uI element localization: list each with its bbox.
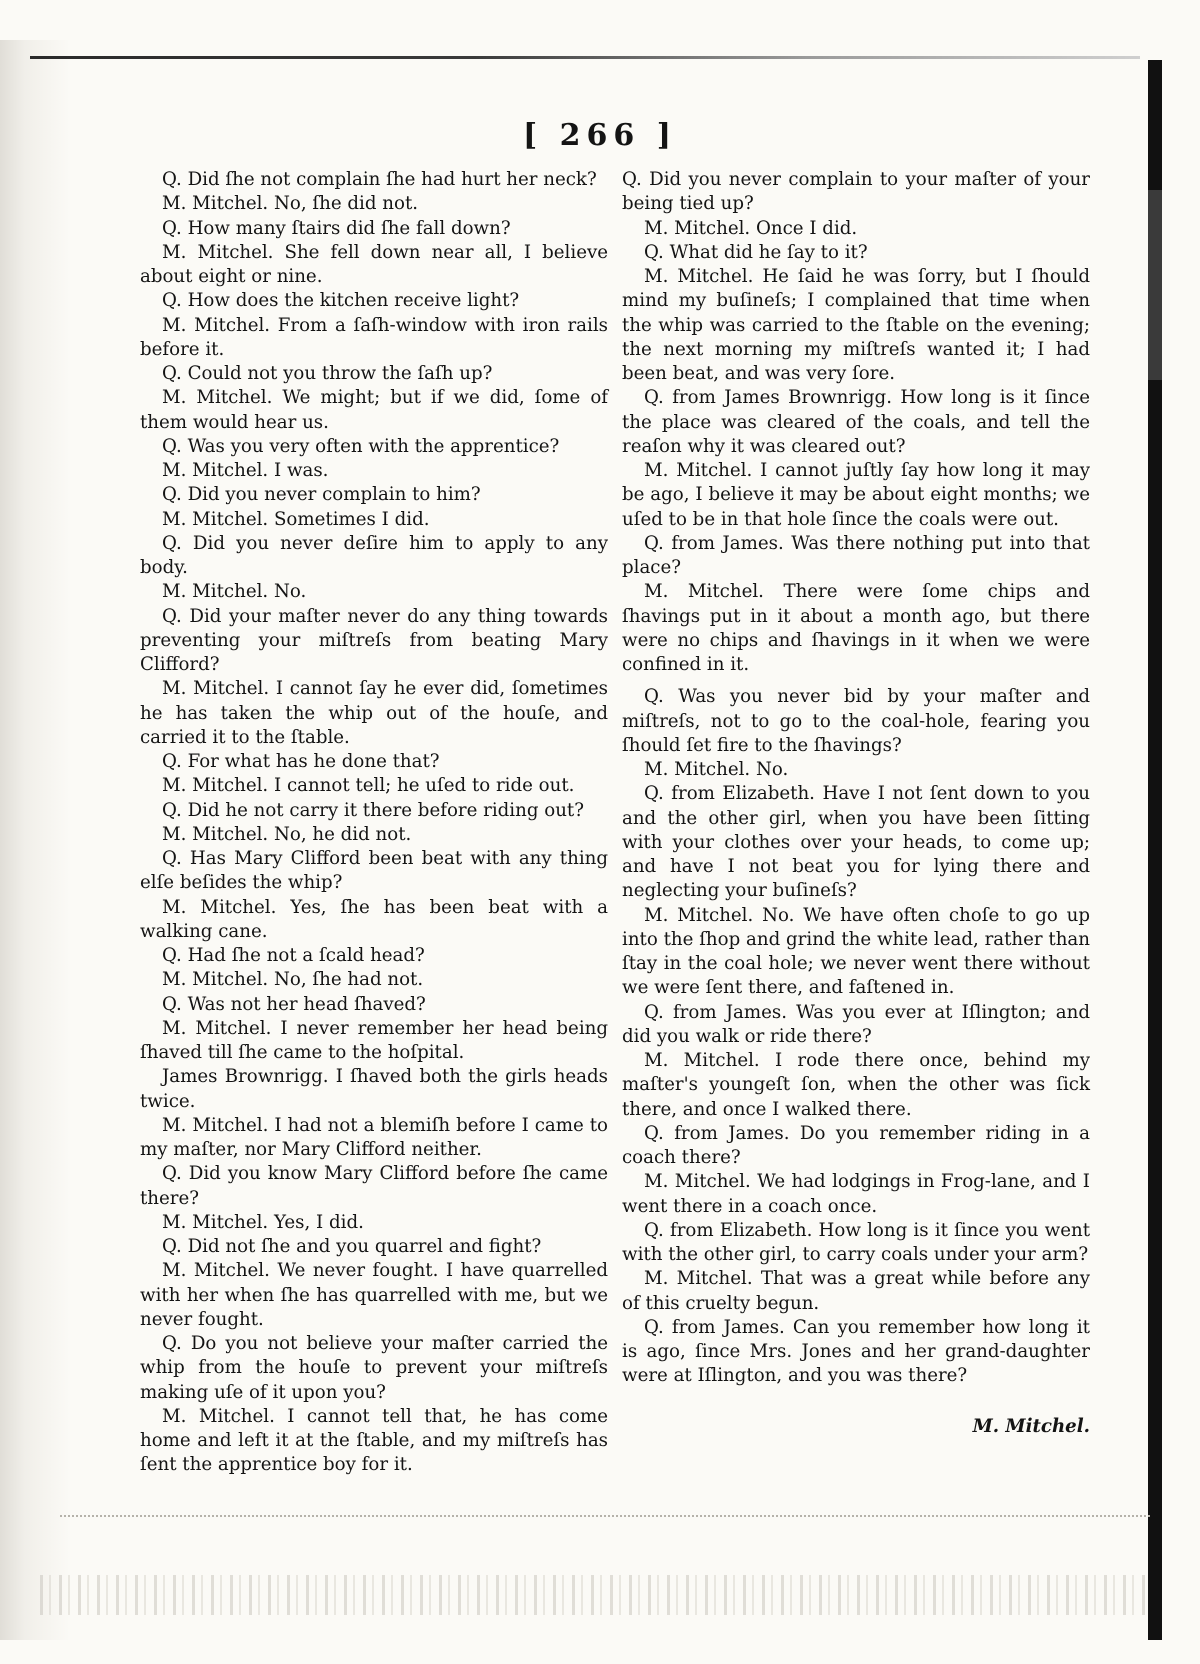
paragraph: M. Mitchel. I cannot ſay he ever did, ſometimes he has taken the whip out of the houſe, and carried it to the ſtable. bbox=[140, 678, 608, 748]
paragraph: Q. from Elizabeth. How long is it ſince you went with the other girl, to carry coals under your arm? bbox=[622, 1219, 1090, 1265]
paragraph: Q. Did you never complain to your maſter of your being tied up? bbox=[622, 169, 1090, 215]
paragraph: Q. from Elizabeth. Have I not ſent down to you and the other girl, when you have been ſitting with your clothes over your heads, to come up; and have I not beat you for lying there and neglecting your buſineſs? bbox=[622, 783, 1090, 902]
paragraph: M. Mitchel. She fell down near all, I believe about eight or nine. bbox=[140, 241, 608, 287]
paragraph: Q. Did your maſter never do any thing towards preventing your miſtreſs from beating Mary Clifford? bbox=[140, 605, 608, 675]
paragraph: Q. Could not you throw the ſaſh up? bbox=[162, 363, 493, 384]
paragraph: M. Mitchel. I rode there once, behind my maſter's youngeſt ſon, when the other was ſick there, and once I walked there. bbox=[622, 1050, 1090, 1120]
paragraph: Q. Was you never bid by your maſter and miſtreſs, not to go to the coal-hole, fearing you ſhould ſet fire to the ſhavings? bbox=[622, 686, 1090, 756]
paragraph: Q. from James Brownrigg. How long is it ſince the place was cleared of the coals, and tell the reaſon why it was cleared out? bbox=[622, 387, 1090, 457]
paragraph: Q. Did you know Mary Clifford before ſhe came there? bbox=[140, 1163, 608, 1209]
paragraph: Q. How many ſtairs did ſhe fall down? bbox=[162, 217, 511, 239]
paragraph: M. Mitchel. I cannot juſtly ſay how long it may be ago, I believe it may be about eight months; we uſed to be in that hole ſince the coals were out. bbox=[622, 460, 1090, 530]
paragraph: Q. Did he not carry it there before riding out? bbox=[162, 799, 584, 821]
paragraph: M. Mitchel. I cannot tell; he uſed to ride out. bbox=[162, 775, 575, 797]
paragraph: M. Mitchel. No. We have often choſe to go up into the ſhop and grind the white lead, rather than ſtay in the coal hole; we never went there without we were ſent there, and faſtened in. bbox=[622, 904, 1090, 999]
top-rule bbox=[30, 56, 1140, 59]
scan-bottom-noise bbox=[40, 1575, 1150, 1615]
paragraph: Q. Did you never complain to him? bbox=[162, 484, 481, 506]
paragraph: M. Mitchel. He ſaid he was ſorry, but I ſhould mind my buſineſs; I complained that time when the whip was carried to the ſtable on the evening; the next morning my miſtreſs wanted it; I had been beat, and was very ſore. bbox=[622, 266, 1090, 384]
paragraph: M. Mitchel. Yes, I did. bbox=[162, 1211, 364, 1233]
paragraph: M. Mitchel. There were ſome chips and ſhavings put in it about a month ago, but there were no chips and ſhavings in it when we were confined in it. bbox=[622, 581, 1090, 675]
paragraph: Q. Had ſhe not a ſcald head? bbox=[162, 945, 425, 966]
paragraph: M. Mitchel. I had not a blemiſh before I came to my maſter, nor Mary Clifford neither. bbox=[140, 1114, 608, 1160]
paragraph: M. Mitchel. No. bbox=[162, 581, 307, 603]
paragraph: M. Mitchel. No. bbox=[644, 759, 789, 780]
paragraph: M. Mitchel. Sometimes I did. bbox=[162, 508, 430, 530]
paragraph: M. Mitchel. No, ſhe had not. bbox=[162, 969, 424, 991]
paragraph: M. Mitchel. We had lodgings in Frog-lane, and I went there in a coach once. bbox=[622, 1171, 1090, 1217]
paragraph: Q. Did not ſhe and you quarrel and fight? bbox=[162, 1236, 542, 1257]
paragraph: Q. What did he ſay to it? bbox=[644, 241, 868, 263]
paragraph: M. Mitchel. No, he did not. bbox=[162, 823, 412, 845]
paragraph: M. Mitchel. From a ſaſh-window with iron rails before it. bbox=[140, 314, 608, 360]
catchword: M. Mitchel. bbox=[972, 1415, 1090, 1437]
paragraph: Q. For what has he done that? bbox=[162, 751, 440, 772]
paragraph: Q. from James. Can you remember how long it is ago, ſince Mrs. Jones and her grand-daughter were at Iſlington, and you was there? bbox=[622, 1316, 1090, 1387]
paragraph: Q. Did ſhe not complain ſhe had hurt her neck? bbox=[162, 169, 597, 190]
paragraph: M. Mitchel. I cannot tell that, he has come home and left it at the ſtable, and my miſtreſs has ſent the apprentice boy for it. bbox=[140, 1405, 608, 1476]
bottom-rule bbox=[60, 1515, 1150, 1519]
paragraph: Q. Do you not believe your maſter carried the whip from the houſe to prevent your miſtreſs making uſe of it upon you? bbox=[140, 1333, 608, 1403]
paragraph: M. Mitchel. I was. bbox=[162, 460, 329, 481]
paragraph: M. Mitchel. I never remember her head being ſhaved till ſhe came to the hoſpital. bbox=[140, 1017, 608, 1063]
paragraph: Q. from James. Was there nothing put into that place? bbox=[622, 532, 1090, 578]
paragraph: Q. from James. Was you ever at Iſlington; and did you walk or ride there? bbox=[622, 1001, 1090, 1047]
paragraph: M. Mitchel. No, ſhe did not. bbox=[162, 193, 419, 215]
paragraph: Q. Was you very often with the apprentice? bbox=[162, 435, 560, 457]
scan-right-binding-light bbox=[1148, 190, 1162, 380]
paragraph: Q. from James. Do you remember riding in a coach there? bbox=[622, 1122, 1090, 1168]
paragraph: M. Mitchel. We might; but if we did, ſome of them would hear us. bbox=[140, 387, 608, 433]
paragraph: Q. Has Mary Clifford been beat with any thing elſe beſides the whip? bbox=[140, 848, 608, 894]
paragraph: Q. Did you never deſire him to apply to any body. bbox=[140, 532, 608, 578]
right-column bbox=[622, 168, 1090, 1439]
paragraph: Q. How does the kitchen receive light? bbox=[162, 290, 520, 312]
paragraph: M. Mitchel. Once I did. bbox=[644, 217, 858, 239]
paragraph: M. Mitchel. That was a great while before any of this cruelty begun. bbox=[622, 1268, 1090, 1314]
paragraph: M. Mitchel. We never fought. I have quarrelled with her when ſhe has quarrelled with me, but we never fought. bbox=[140, 1260, 608, 1330]
scan-left-edge bbox=[0, 40, 70, 1640]
paragraph: M. Mitchel. Yes, ſhe has been beat with a walking cane. bbox=[140, 896, 608, 942]
paragraph: Q. Was not her head ſhaved? bbox=[162, 993, 426, 1015]
page-number: [ 266 ] bbox=[523, 118, 677, 153]
left-column bbox=[140, 168, 608, 1478]
paragraph: James Brownrigg. I ſhaved both the girls heads twice. bbox=[140, 1066, 608, 1112]
